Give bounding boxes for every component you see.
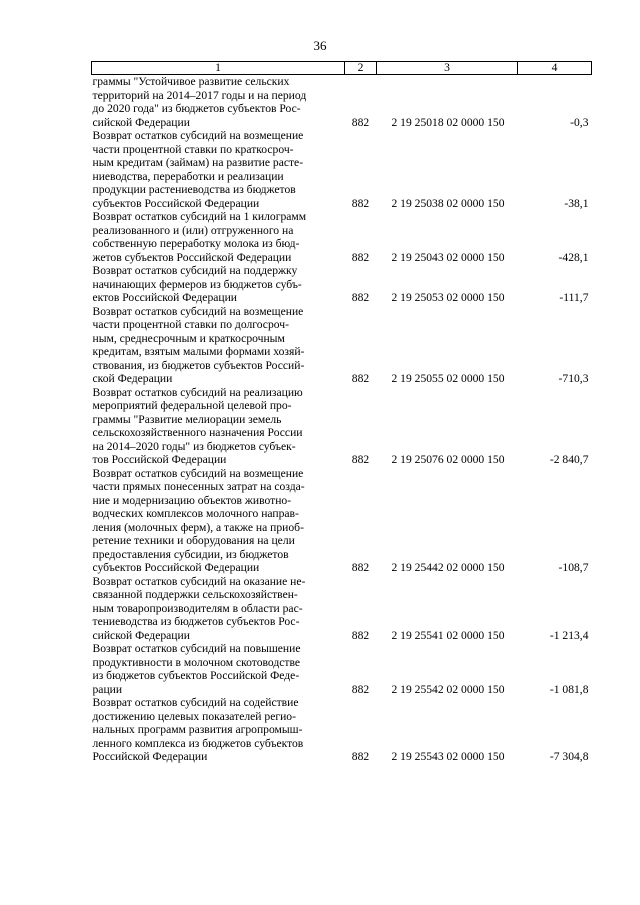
table-row bbox=[92, 467, 592, 575]
row-budget-code: 2 19 25541 02 0000 150 bbox=[391, 628, 505, 642]
table-row bbox=[92, 696, 592, 764]
row-description: Возврат остатков субсидий на 1 килограмм реализованного и (или) отгруженного на собственную переработку молока из бюд- жетов субъектов Российской Федерации bbox=[92, 210, 307, 264]
header-row bbox=[92, 62, 592, 75]
row-amount: -1 213,4 bbox=[549, 628, 589, 642]
row-description: Возврат остатков субсидий на реализацию мероприятий федеральной целевой про- граммы "Развитие мелиорации земель сельскохозяйственного назначения России на 2014–2020 годы" из бюджетов субъек- тов Российской Федерации bbox=[92, 385, 303, 466]
table-row bbox=[92, 75, 592, 130]
column-header-3: 3 bbox=[377, 62, 518, 75]
column-header-2: 2 bbox=[345, 62, 377, 75]
row-budget-code: 2 19 25442 02 0000 150 bbox=[391, 561, 505, 574]
table-row bbox=[92, 264, 592, 305]
row-amount: -710,3 bbox=[558, 372, 589, 385]
row-admin-code: 882 bbox=[351, 250, 370, 264]
row-budget-code: 2 19 25043 02 0000 150 bbox=[391, 250, 505, 264]
column-header-1: 1 bbox=[92, 62, 345, 75]
row-admin-code: 882 bbox=[351, 561, 370, 574]
row-description: Возврат остатков субсидий на возмещение части прямых понесенных затрат на созда- ние и модернизацию объектов животно- водческих комплексов молочного направ- ления (молочных ферм), а также на приоб- ретение техники и оборудования на цели предоставления субсидии, из бюджетов субъектов Российской Федерации bbox=[92, 466, 305, 574]
row-amount: -1 081,8 bbox=[549, 682, 589, 696]
row-amount: -111,7 bbox=[559, 291, 589, 304]
row-admin-code: 882 bbox=[351, 372, 370, 385]
row-admin-code: 882 bbox=[351, 291, 370, 304]
table-row bbox=[92, 305, 592, 386]
row-description: граммы "Устойчивое развитие сельских территорий на 2014–2017 годы и на период до 2020 года" из бюджетов субъектов Рос- сийской Федерации bbox=[92, 75, 307, 129]
row-budget-code: 2 19 25055 02 0000 150 bbox=[391, 372, 505, 385]
row-amount: -38,1 bbox=[564, 196, 589, 210]
table-row bbox=[92, 210, 592, 264]
row-budget-code: 2 19 25038 02 0000 150 bbox=[391, 196, 505, 210]
row-amount: -0,3 bbox=[570, 115, 589, 129]
row-amount: -428,1 bbox=[558, 250, 589, 264]
row-description: Возврат остатков субсидий на возмещение части процентной ставки по краткосроч- ным кредитам (займам) на развитие расте- ниеводства, переработки и реализации продукции растениеводства из бюджетов субъектов Российской Федерации bbox=[92, 129, 304, 210]
row-budget-code: 2 19 25076 02 0000 150 bbox=[391, 453, 505, 466]
row-admin-code: 882 bbox=[351, 453, 370, 466]
table-row bbox=[92, 386, 592, 467]
row-budget-code: 2 19 25053 02 0000 150 bbox=[391, 291, 505, 304]
row-budget-code: 2 19 25542 02 0000 150 bbox=[391, 682, 505, 696]
row-amount: -108,7 bbox=[558, 561, 589, 574]
table-row bbox=[92, 129, 592, 210]
row-amount: -2 840,7 bbox=[549, 453, 589, 466]
row-admin-code: 882 bbox=[351, 682, 370, 696]
column-header-4: 4 bbox=[518, 62, 592, 75]
table-header bbox=[92, 62, 592, 75]
row-amount: -7 304,8 bbox=[549, 750, 589, 763]
table-row bbox=[92, 575, 592, 643]
page-number: 36 bbox=[313, 38, 327, 53]
row-admin-code: 882 bbox=[351, 196, 370, 210]
row-admin-code: 882 bbox=[351, 115, 370, 129]
row-budget-code: 2 19 25018 02 0000 150 bbox=[391, 115, 505, 129]
table-body bbox=[92, 75, 592, 764]
row-description: Возврат остатков субсидий на содействие достижению целевых показателей регио- нальных программ развития агропромыш- ленного комплекса из бюджетов субъектов Российской Федерации bbox=[92, 696, 304, 763]
budget-table bbox=[91, 61, 592, 764]
row-description: Возврат остатков субсидий на поддержку начинающих фермеров из бюджетов субъ- ектов Российской Федерации bbox=[92, 264, 302, 304]
table-row bbox=[92, 642, 592, 696]
row-description: Возврат остатков субсидий на возмещение части процентной ставки по долгосроч- ным, среднесрочным и краткосрочным кредитам, взятым малыми формами хозяй- ствования, из бюджетов субъектов Россий- ской Федерации bbox=[92, 304, 305, 385]
row-admin-code: 882 bbox=[351, 750, 370, 763]
row-budget-code: 2 19 25543 02 0000 150 bbox=[391, 750, 505, 763]
row-description: Возврат остатков субсидий на оказание не- связанной поддержки сельскохозяйствен- ным товаропроизводителям в области рас- тениеводства из бюджетов субъектов Рос- сийской Федерации bbox=[92, 574, 306, 642]
row-admin-code: 882 bbox=[351, 628, 370, 642]
row-description: Возврат остатков субсидий на повышение продуктивности в молочном скотоводстве из бюджетов субъектов Российской Феде- рации bbox=[92, 642, 301, 696]
